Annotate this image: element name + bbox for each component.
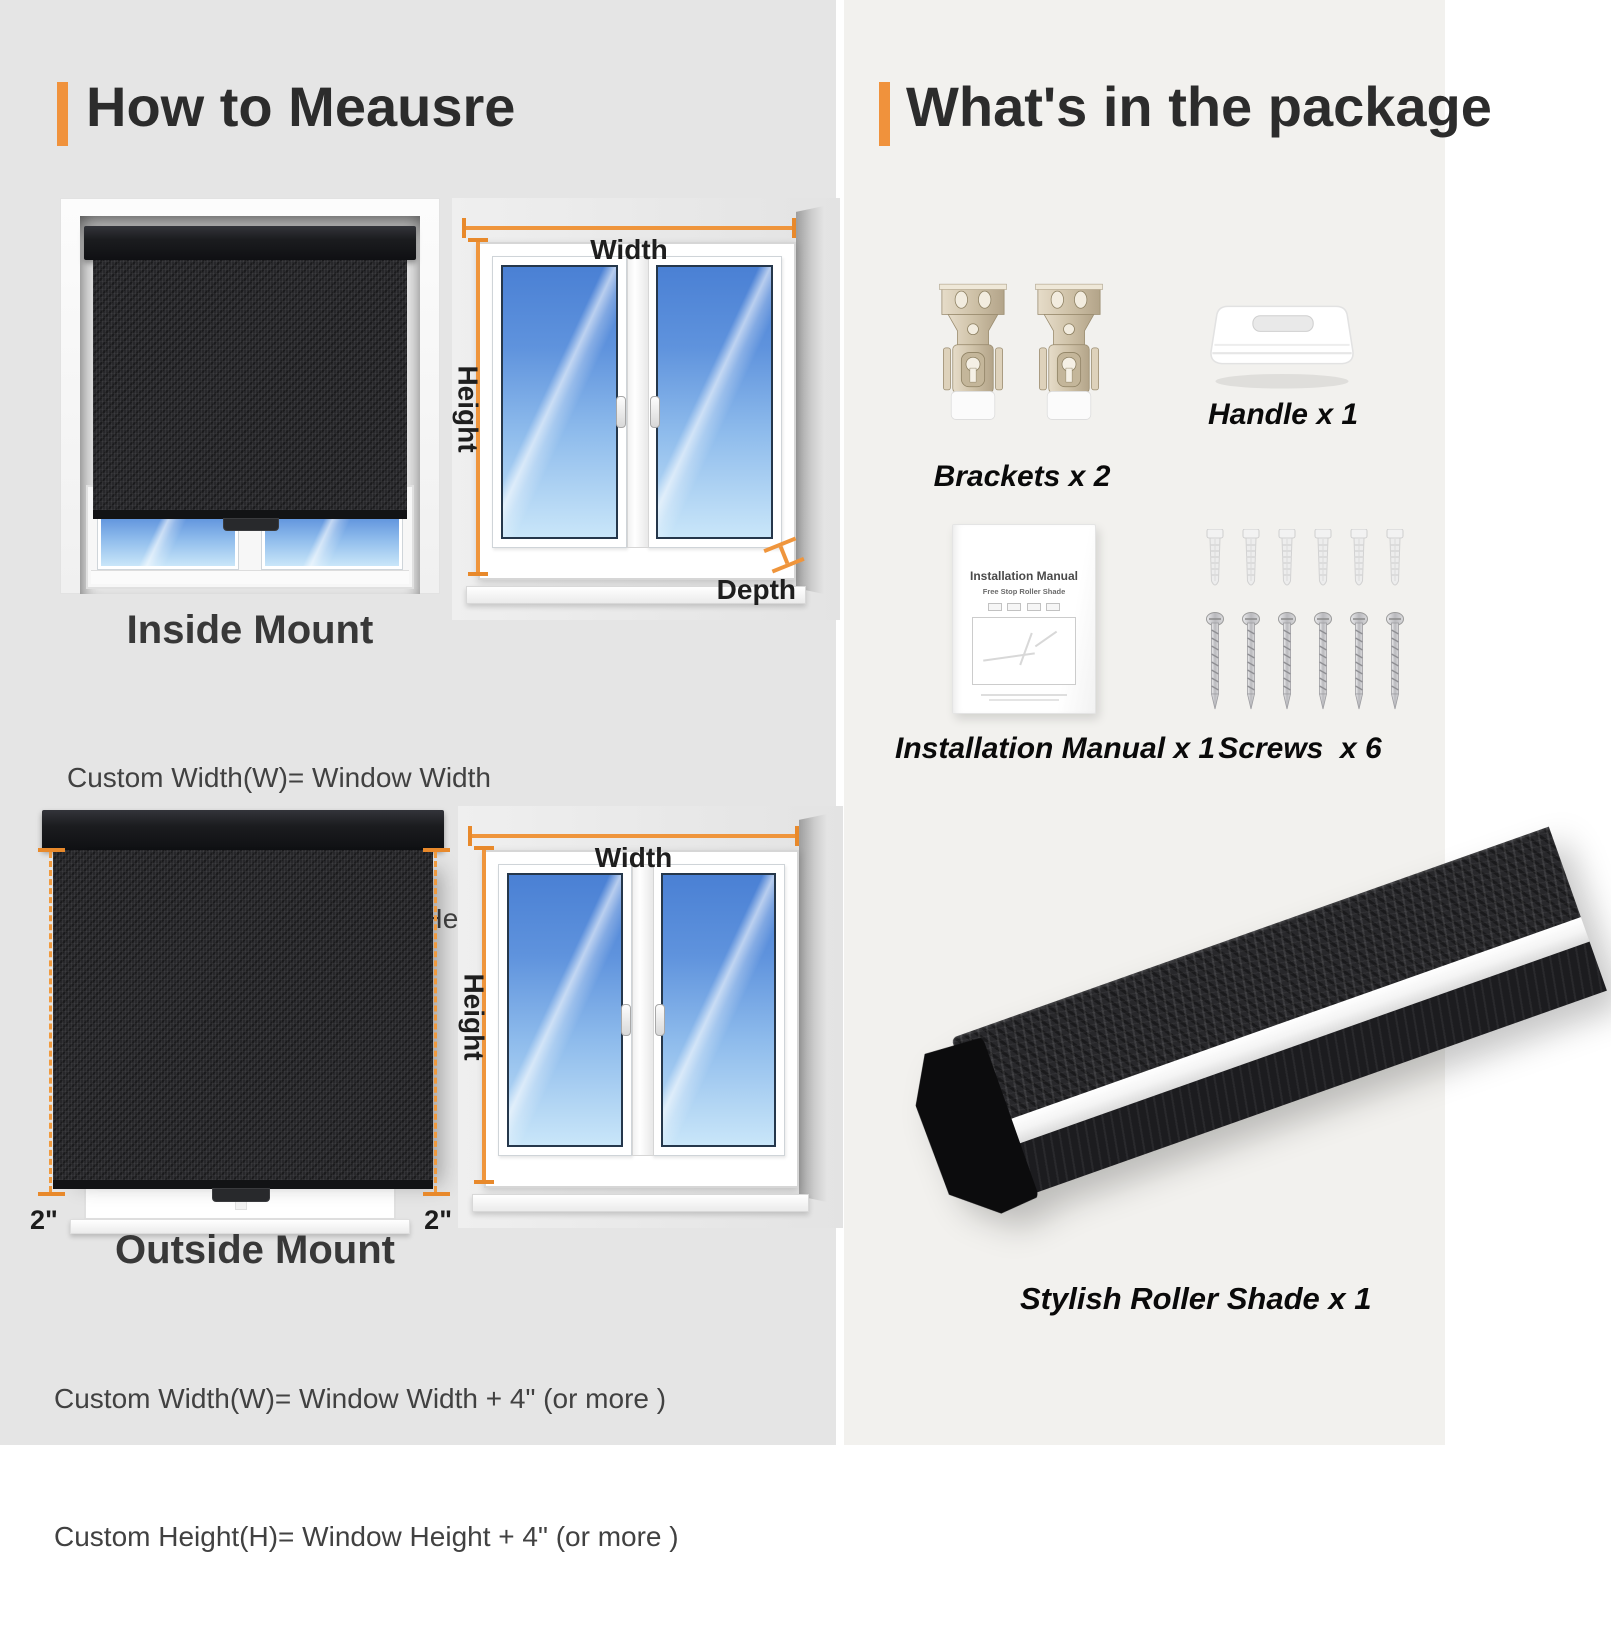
width-label: Width [594,842,673,873]
window-frame [478,242,796,580]
outside-spec-line-width: Custom Width(W)= Window Width + 4" (or more ) [54,1383,667,1414]
depth-measure-stem [779,546,789,564]
window-handle-left [621,1004,631,1036]
manual-cover-footline [981,694,1067,696]
shade-cassette [42,810,444,850]
shade-pull-handle [223,518,279,531]
window-handle-right [655,1004,665,1036]
wall-depth-return [799,814,827,1202]
height-label: Height [458,973,490,1061]
window-handle-left [616,396,626,428]
manual-cover-figure [972,617,1076,685]
window-sash-right [647,256,782,548]
outside-spec-line-height: Custom Height(H)= Window Height + 4" (or more ) [54,1521,679,1552]
shade-fabric [93,260,407,510]
installation-manual-graphic [952,524,1096,714]
manual-cover-subtitle: Free Stop Roller Shade [982,587,1066,596]
manual-cover-icons [988,603,1060,610]
right-section-title: What's in the package [906,75,1492,138]
shade-label: Stylish Roller Shade x 1 [1020,1281,1372,1316]
window-sash-right [652,864,786,1156]
window-sill [472,1194,809,1212]
inside-mount-photo [60,198,440,594]
overhang-left-label: 2" [30,1205,58,1235]
window-mullion [627,256,649,548]
manual-cover-title: Installation Manual [969,569,1078,583]
wall-anchor-graphic [1242,528,1260,594]
window-recess-cavity [80,216,420,594]
wall-anchor-graphic [1206,528,1224,594]
height-label: Height [452,365,484,453]
wall-anchor-graphic [1314,528,1332,594]
outside-mount-measure-diagram [458,806,843,1228]
depth-label: Depth [716,574,796,605]
screw-graphic [1278,612,1296,712]
window-glass-left [501,265,618,539]
width-label: Width [590,234,668,265]
right-panel-background [844,0,1445,1445]
outside-mount-heading: Outside Mount [115,1228,395,1272]
window-bottom-rail [91,570,409,584]
right-title-accent-bar [879,82,890,146]
window-glass-right [656,265,773,539]
wall-anchor-graphic [1350,528,1368,594]
window-sash-left [492,256,627,548]
handle-label: Handle x 1 [1207,398,1359,431]
window-handle-right [650,396,660,428]
shade-fabric [53,850,433,1180]
outside-mount-photo [28,796,452,1238]
overhang-guide-right [434,852,437,1192]
width-measure-line [462,226,796,230]
screws-label: Screws x 6 [1218,732,1382,765]
outside-mount-specs [54,1284,679,1652]
screw-graphic [1206,612,1224,712]
overhang-right-label: 2" [424,1205,452,1235]
window-glass-right [661,873,777,1147]
bracket-graphic [938,272,1008,437]
window-frame [484,850,799,1188]
overhang-guide-left [49,852,52,1192]
inside-spec-line-width: Custom Width(W)= Window Width [67,762,491,793]
left-section-title: How to Meausre [86,75,516,138]
inside-mount-heading: Inside Mount [126,608,374,652]
shade-cassette [84,226,416,260]
window-glass-left [507,873,623,1147]
screw-graphic [1314,612,1332,712]
window-sash-left [498,864,632,1156]
screw-graphic [1386,612,1404,712]
screw-graphic [1242,612,1260,712]
brackets-label: Brackets x 2 [933,460,1111,493]
bracket-graphic [1034,272,1104,437]
width-measure-line [468,834,799,838]
window-mullion [632,864,654,1156]
left-title-accent-bar [57,82,68,146]
wall-anchor-graphic [1386,528,1404,594]
manual-label: Installation Manual x 1 [895,732,1216,765]
manual-cover-footline2 [989,699,1059,701]
shade-pull-handle [212,1188,270,1202]
screw-graphic [1350,612,1368,712]
inside-mount-measure-diagram [452,198,840,620]
wall-anchor-graphic [1278,528,1296,594]
handle-graphic [1196,296,1368,400]
